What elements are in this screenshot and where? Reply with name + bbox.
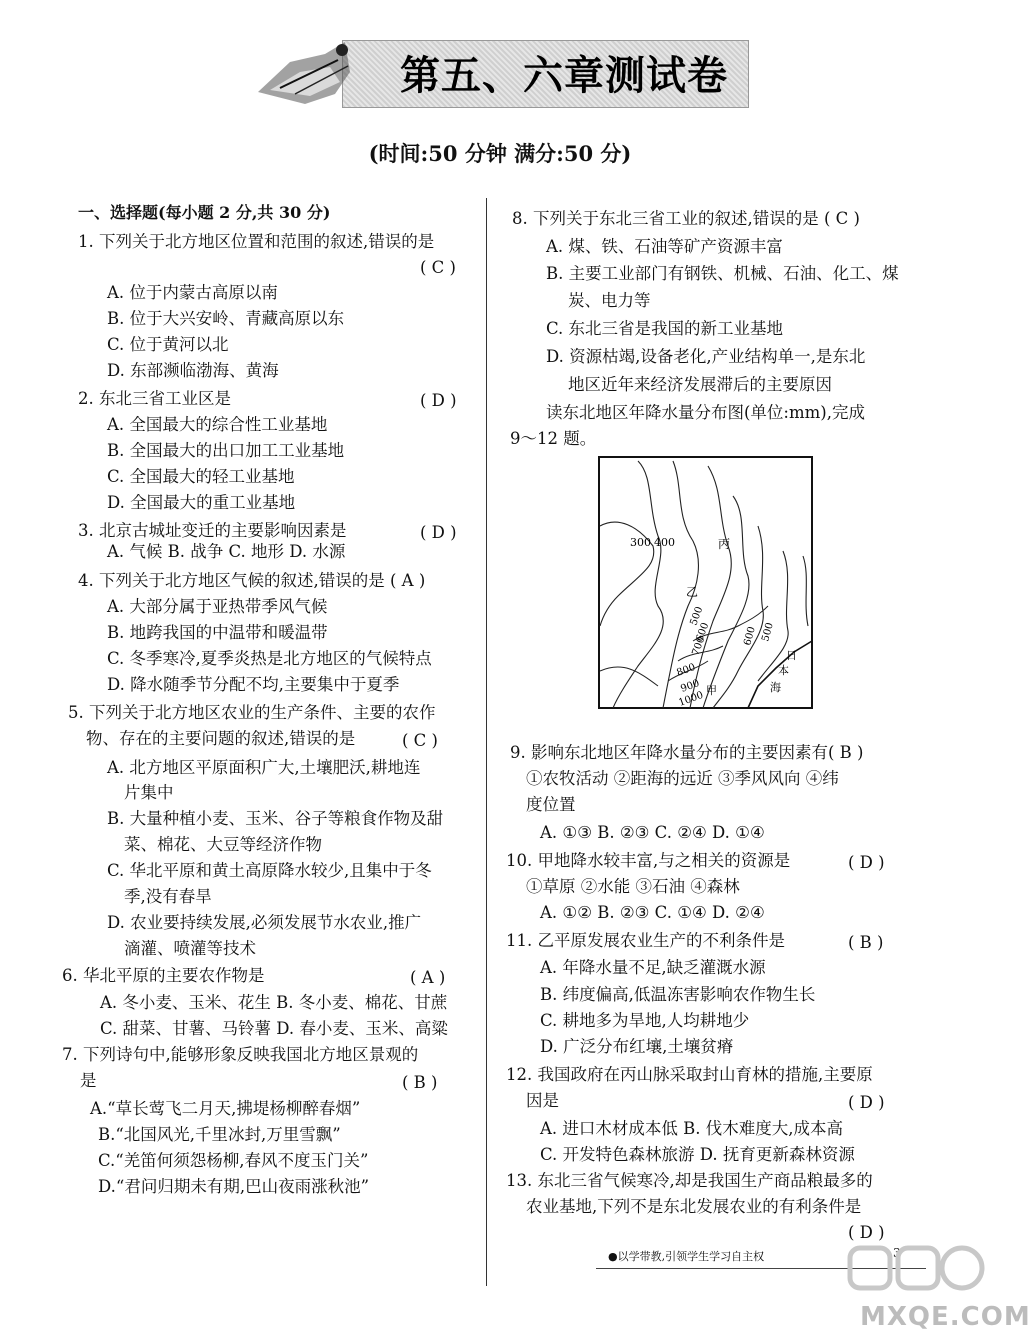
answer-mark: ( B ) [402, 1073, 438, 1092]
answer-mark: ( D ) [848, 1093, 885, 1112]
map-label-400: 400 [654, 536, 675, 549]
option-text: A. 冬小麦、玉米、花生 B. 冬小麦、棉花、甘蔗 [100, 993, 448, 1012]
footer-slogan: ●以学带教,引领学生学习自主权 [608, 1250, 765, 1263]
option-text: B.“北国风光,千里冰封,万里雪飘” [98, 1125, 341, 1144]
option-text: 地区近年来经济发展滞后的主要原因 [568, 375, 832, 394]
question-text: 13. 东北三省气候寒冷,却是我国生产商品粮最多的 [506, 1171, 873, 1190]
option-text: A. 大部分属于亚热带季风气候 [107, 597, 328, 616]
answer-mark: ( D ) [420, 523, 457, 542]
option-text: B. 大量种植小麦、玉米、谷子等粮食作物及甜 [107, 809, 444, 828]
answer-mark: ( D ) [848, 1223, 885, 1242]
title-banner [250, 32, 747, 112]
option-text: B. 纬度偏高,低温冻害影响农作物生长 [540, 985, 816, 1004]
question-text: 物、存在的主要问题的叙述,错误的是 [86, 729, 356, 748]
option-text: D. 降水随季节分配不均,主要集中于夏季 [107, 675, 400, 694]
answer-mark: ( C ) [402, 731, 438, 750]
map-label-500: 500 [688, 605, 706, 628]
option-text: A. 气候 B. 战争 C. 地形 D. 水源 [107, 542, 346, 561]
option-text: 滴灌、喷灌等技术 [124, 939, 256, 958]
question-text: 5. 下列关于北方地区农业的生产条件、主要的农作 [68, 703, 436, 722]
option-text: C. 全国最大的轻工业基地 [107, 467, 295, 486]
option-text: C. 开发特色森林旅游 D. 抚育更新森林资源 [540, 1145, 855, 1164]
option-text: D. 全国最大的重工业基地 [107, 493, 296, 512]
option-text: A. 北方地区平原面积广大,土壤肥沃,耕地连 [107, 758, 421, 777]
option-text: B. 主要工业部门有钢铁、机械、石油、化工、煤 [546, 264, 899, 283]
option-text: A. 进口木材成本低 B. 伐木难度大,成本高 [540, 1119, 844, 1138]
map-label-ben: 本 [778, 664, 789, 677]
option-text: A. 全国最大的综合性工业基地 [107, 415, 328, 434]
option-text: A. ①② B. ②③ C. ①④ D. ②④ [540, 903, 765, 922]
question-text: 9. 影响东北地区年降水量分布的主要因素有( B ) [510, 743, 864, 762]
map-label-bing: 丙 [718, 537, 731, 551]
option-text: D. 资源枯竭,设备老化,产业结构单一,是东北 [546, 347, 866, 366]
question-text: 1. 下列关于北方地区位置和范围的叙述,错误的是 [78, 232, 435, 251]
question-text: 农业基地,下列不是东北发展农业的有利条件是 [526, 1197, 862, 1216]
option-text: D. 东部濒临渤海、黄海 [107, 361, 279, 380]
option-text: D. 农业要持续发展,必须发展节水农业,推广 [107, 913, 422, 932]
answer-mark: ( A ) [410, 968, 446, 987]
option-text: D.“君问归期未有期,巴山夜雨涨秋池” [98, 1177, 370, 1196]
precipitation-map [598, 456, 813, 709]
map-label-yi: 乙 [686, 585, 699, 599]
question-text: 8. 下列关于东北三省工业的叙述,错误的是 ( C ) [512, 209, 860, 228]
question-text: 因是 [526, 1091, 559, 1110]
answer-mark: ( C ) [420, 258, 456, 277]
answer-mark: ( B ) [848, 933, 884, 952]
option-text: 季,没有春旱 [124, 887, 212, 906]
question-text: 是 [80, 1071, 97, 1090]
map-label-700: 700 [690, 635, 708, 658]
option-text: B. 地跨我国的中温带和暖温带 [107, 623, 328, 642]
option-text: C.“羌笛何须怨杨柳,春风不度玉门关” [98, 1151, 369, 1170]
map-label-jia: 甲 [706, 684, 717, 697]
option-text: C. 华北平原和黄土高原降水较少,且集中于冬 [107, 861, 432, 880]
exam-time-score: (时间:50 分钟 满分:50 分) [368, 141, 632, 166]
question-text: 7. 下列诗句中,能够形象反映我国北方地区景观的 [62, 1045, 419, 1064]
page-number: 3 [893, 1246, 901, 1260]
option-text: C. 位于黄河以北 [107, 335, 229, 354]
option-text: ①农牧活动 ②距海的远近 ③季风风向 ④纬 [526, 769, 839, 788]
watermark-text: MXQE.COM [860, 1302, 1031, 1332]
option-text: B. 位于大兴安岭、青藏高原以东 [107, 309, 345, 328]
option-text: D. 广泛分布红壤,土壤贫瘠 [540, 1037, 734, 1056]
option-text: A. ①③ B. ②③ C. ②④ D. ①④ [540, 823, 765, 842]
map-label-600b: 600 [742, 625, 758, 647]
option-text: 度位置 [526, 795, 576, 814]
answer-mark: ( D ) [420, 391, 457, 410]
option-text: ①草原 ②水能 ③石油 ④森林 [526, 877, 740, 896]
map-label-ri: 日 [786, 649, 797, 662]
option-text: C. 甜菜、甘薯、马铃薯 D. 春小麦、玉米、高粱 [100, 1019, 448, 1038]
question-text: 4. 下列关于北方地区气候的叙述,错误的是 ( A ) [78, 571, 426, 590]
map-label-1000: 1000 [677, 689, 705, 709]
map-label-900: 900 [679, 677, 701, 695]
section-title: 一、选择题(每小题 2 分,共 30 分) [78, 203, 331, 222]
map-label-800: 800 [675, 661, 697, 679]
option-text: C. 东北三省是我国的新工业基地 [546, 319, 784, 338]
option-text: 片集中 [124, 783, 174, 802]
option-text: A. 年降水量不足,缺乏灌溉水源 [540, 958, 766, 977]
question-text: 2. 东北三省工业区是 [78, 389, 231, 408]
option-text: 炭、电力等 [568, 291, 651, 310]
map-label-600: 600 [694, 621, 712, 644]
banner-decoration-icon [250, 32, 360, 112]
question-text: 读东北地区年降水量分布图(单位:mm),完成 [546, 403, 865, 422]
option-text: A. 位于内蒙古高原以南 [107, 283, 278, 302]
map-label-500b: 500 [760, 621, 776, 643]
question-text: 11. 乙平原发展农业生产的不利条件是 [506, 931, 785, 950]
question-text: 9～12 题。 [510, 429, 597, 448]
question-text: 3. 北京古城址变迁的主要影响因素是 [78, 521, 347, 540]
question-text: 6. 华北平原的主要农作物是 [62, 966, 265, 985]
option-text: A. 煤、铁、石油等矿产资源丰富 [546, 237, 783, 256]
option-text: C. 冬季寒冷,夏季炎热是北方地区的气候特点 [107, 649, 432, 668]
answer-mark: ( D ) [848, 853, 885, 872]
map-label-hai: 海 [770, 681, 781, 694]
option-text: C. 耕地多为旱地,人均耕地少 [540, 1011, 750, 1030]
column-divider [486, 198, 487, 1286]
map-label-300: 300 [630, 536, 651, 549]
question-text: 12. 我国政府在丙山脉采取封山育林的措施,主要原 [506, 1065, 873, 1084]
option-text: B. 全国最大的出口加工工业基地 [107, 441, 345, 460]
page-title: 第五、六章测试卷 [400, 52, 728, 99]
question-text: 10. 甲地降水较丰富,与之相关的资源是 [506, 851, 791, 870]
option-text: 菜、棉花、大豆等经济作物 [124, 835, 322, 854]
option-text: A.“草长莺飞二月天,拂堤杨柳醉春烟” [90, 1099, 361, 1118]
